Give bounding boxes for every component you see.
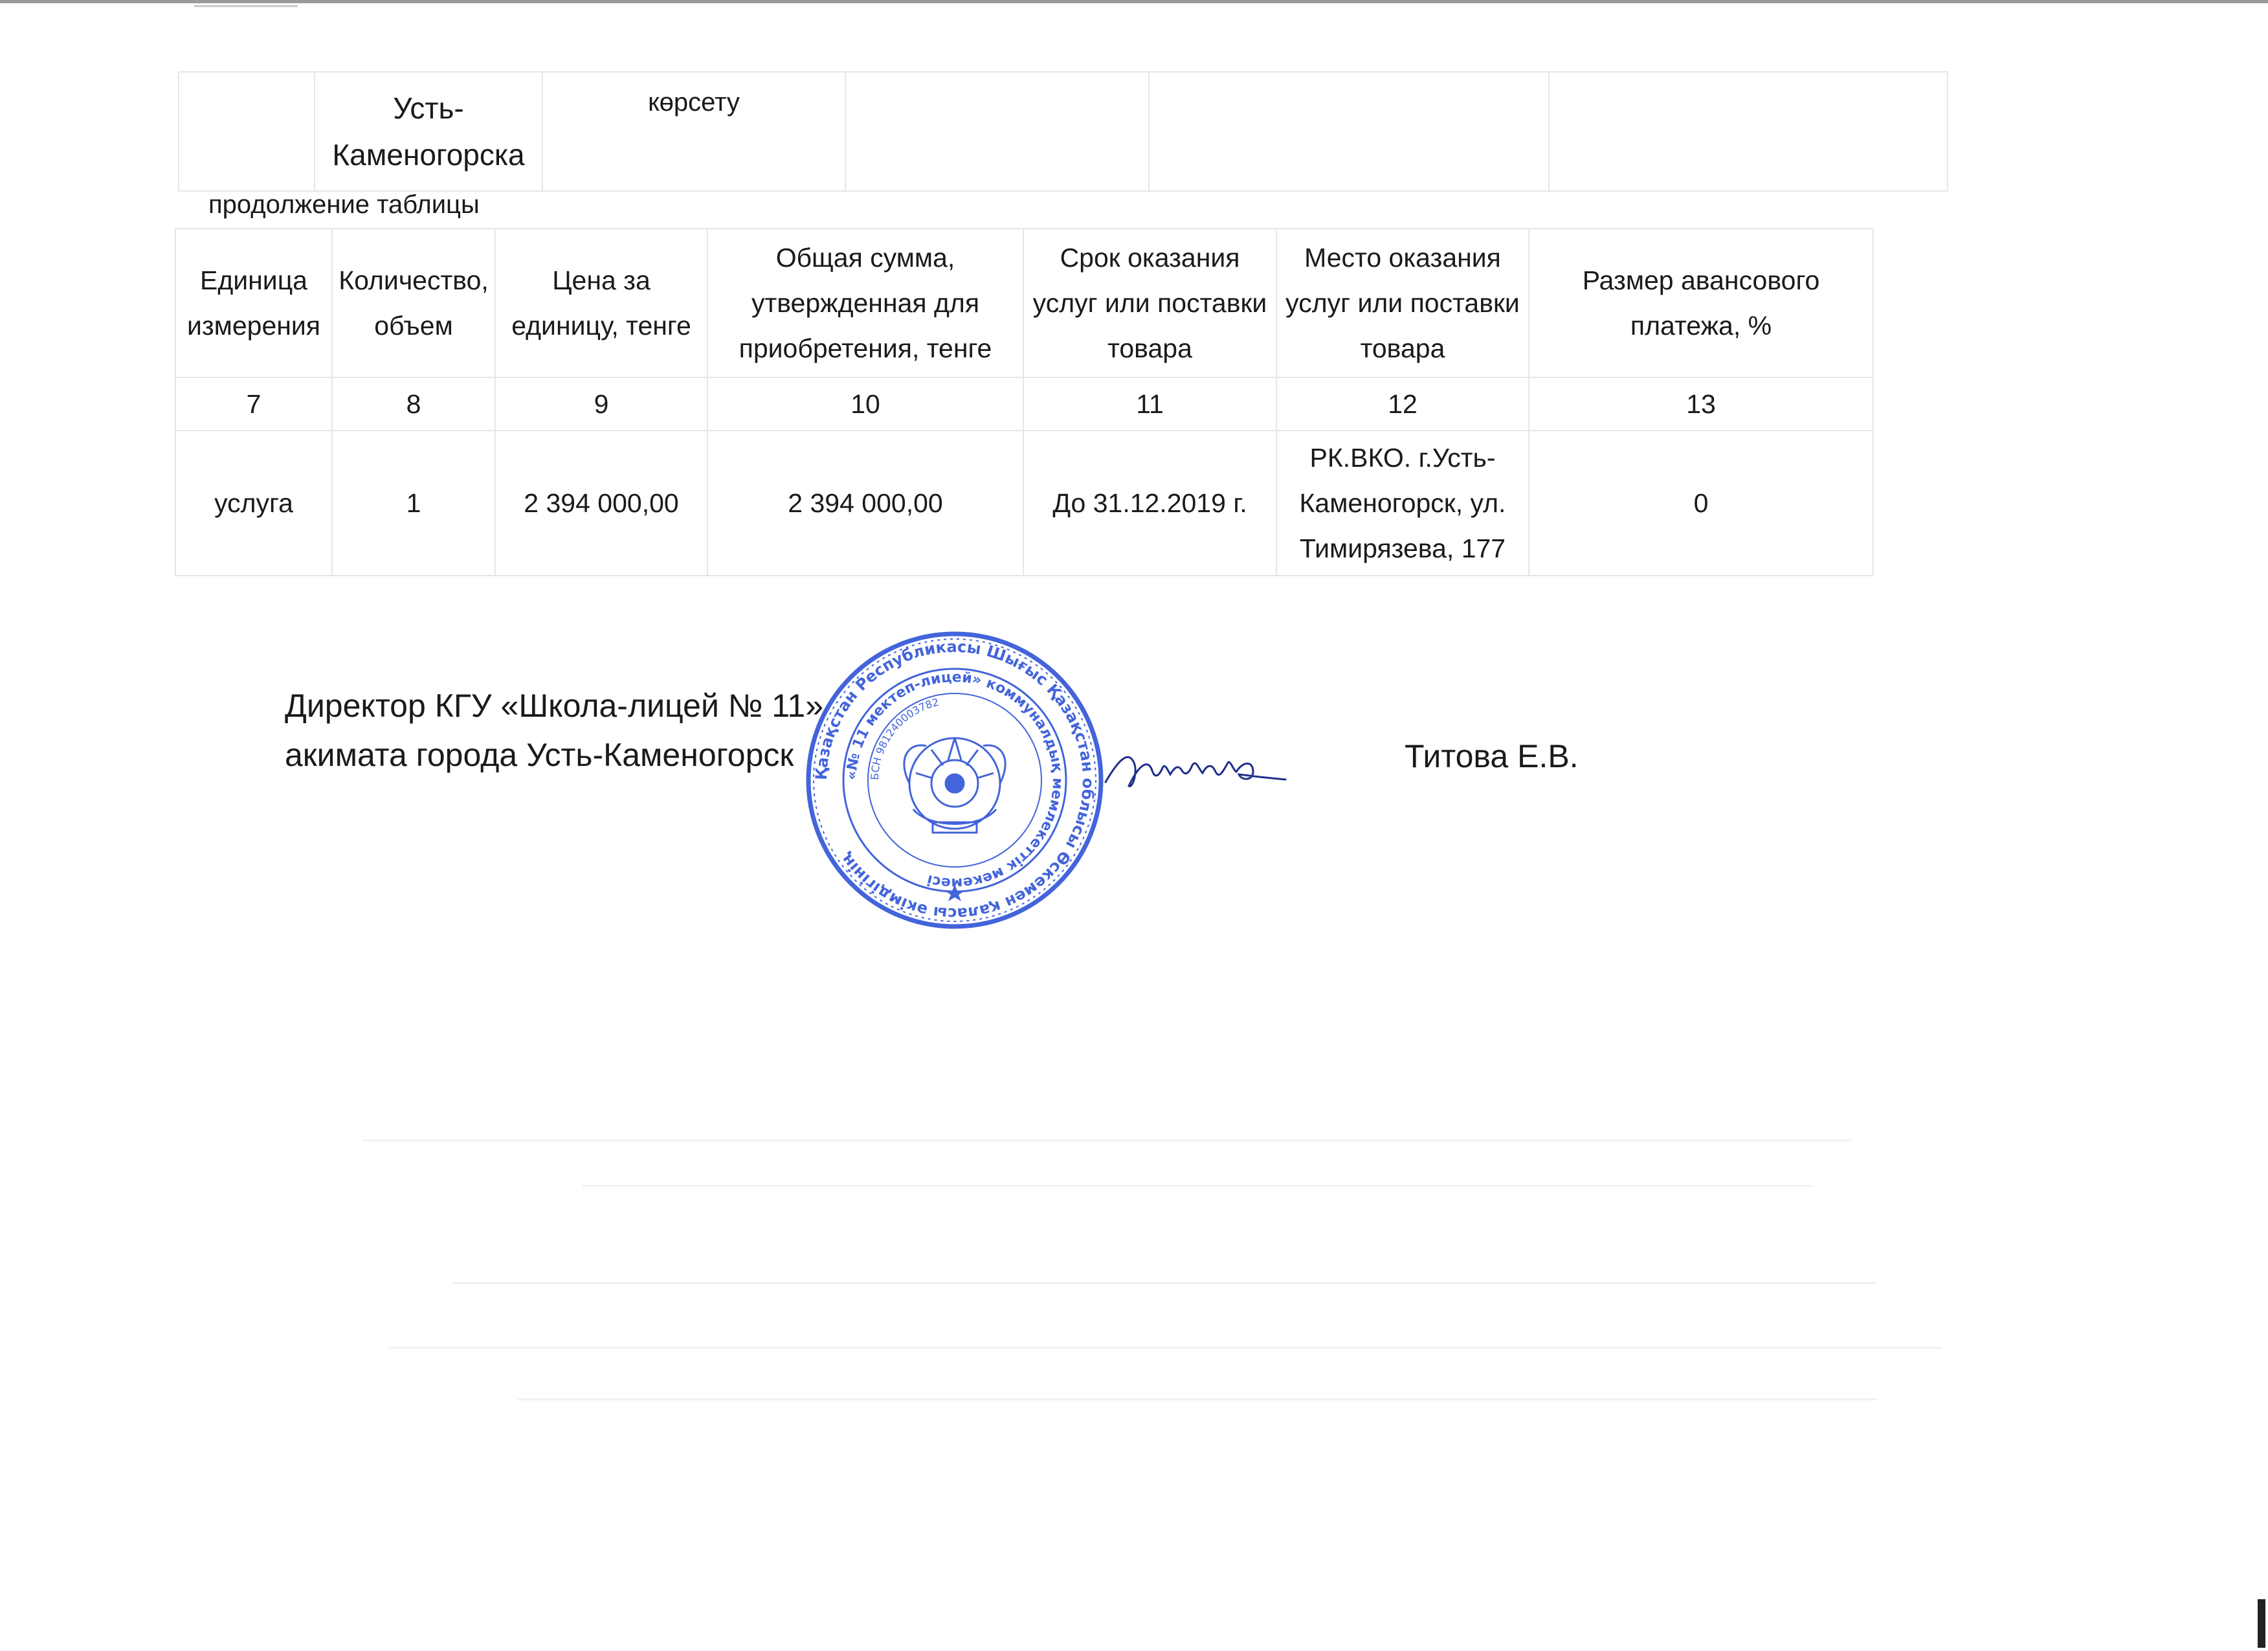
- top-cell-empty: [1549, 72, 1948, 191]
- signatory-title: [285, 681, 823, 780]
- top-cell-service: көрсету: [542, 72, 845, 191]
- signatory-line-2: акимата города Усть-Каменогорск: [285, 737, 794, 773]
- official-stamp-seal: [799, 628, 1110, 932]
- cell-delivery-term: До 31.12.2019 г.: [1023, 431, 1276, 576]
- cell-unit: услуга: [175, 431, 332, 576]
- table-header-row: [175, 229, 1873, 377]
- emblem-icon: [904, 738, 1005, 833]
- header-delivery-term: Срок оказания услуг или поставки товара: [1023, 229, 1276, 377]
- top-cell-empty: [179, 72, 315, 191]
- column-number: 13: [1529, 377, 1873, 431]
- cell-unit-price: 2 394 000,00: [495, 431, 707, 576]
- bleed-through-line: [362, 1140, 1851, 1141]
- scan-mark: [194, 5, 298, 7]
- bleed-through-line: [453, 1282, 1877, 1284]
- top-cell-empty: [845, 72, 1149, 191]
- stamp-inner-text: «№ 11 мектеп-лицей» коммуналдық мемлекеттік мекемесі: [843, 669, 1066, 892]
- handwritten-signature: [1100, 732, 1288, 803]
- bleed-through-line: [518, 1398, 1877, 1400]
- column-number: 9: [495, 377, 707, 431]
- column-number: 10: [707, 377, 1023, 431]
- top-cell-city: Усть-Каменогорска: [315, 72, 542, 191]
- column-number: 11: [1023, 377, 1276, 431]
- column-number: 7: [175, 377, 332, 431]
- bleed-through-line: [583, 1185, 1812, 1187]
- header-quantity: Количество, объем: [332, 229, 495, 377]
- top-cell-empty: [1149, 72, 1549, 191]
- table-row: [175, 431, 1873, 576]
- top-table-fragment: [178, 71, 1948, 192]
- header-delivery-place: Место оказания услуг или поставки товара: [1276, 229, 1529, 377]
- bleed-through-line: [388, 1347, 1942, 1349]
- cell-quantity: 1: [332, 431, 495, 576]
- cell-delivery-place: РК.ВКО. г.Усть-Каменогорск, ул. Тимирязева, 177: [1276, 431, 1529, 576]
- header-total-sum: Общая сумма, утвержденная для приобретения, тенге: [707, 229, 1023, 377]
- procurement-table: [175, 228, 1874, 576]
- column-number: 12: [1276, 377, 1529, 431]
- stamp-bin-text: БСН 981240003782: [868, 695, 940, 781]
- signatory-line-1: Директор КГУ «Школа-лицей № 11»: [285, 688, 824, 724]
- table-caption: продолжение таблицы: [208, 190, 480, 219]
- scan-top-edge: [0, 0, 2268, 3]
- cell-total-sum: 2 394 000,00: [707, 431, 1023, 576]
- column-number-row: [175, 377, 1873, 431]
- column-number: 8: [332, 377, 495, 431]
- header-advance-payment: Размер авансового платежа, %: [1529, 229, 1873, 377]
- signatory-name: Титова Е.В.: [1405, 738, 1579, 774]
- header-unit: Единица измерения: [175, 229, 332, 377]
- cell-advance-payment: 0: [1529, 431, 1873, 576]
- stamp-outer-text: Қазақстан Республикасы Шығыс Қазақстан облысы Өскемен қаласы әкімдігінің: [812, 637, 1098, 923]
- header-unit-price: Цена за единицу, тенге: [495, 229, 707, 377]
- scan-edge-mark: [2258, 1599, 2265, 1648]
